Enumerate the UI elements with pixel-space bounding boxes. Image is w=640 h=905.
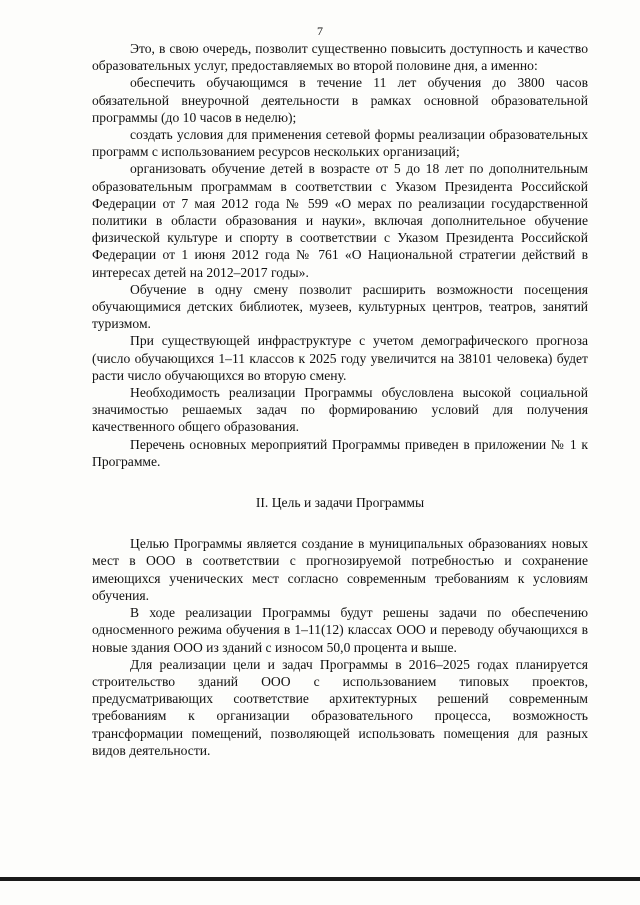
paragraph: создать условия для применения сетевой формы реализации образовательных программ с использованием ресурсов нескольких организаций; — [92, 127, 588, 160]
paragraph: Перечень основных мероприятий Программы приведен в приложении № 1 к Программе. — [92, 436, 588, 469]
paragraph: При существующей инфраструктуре с учетом демографического прогноза (число обучающихся 1–11 классов к 2025 году увеличится на 38101 человека) будет расти число обучающихся во вторую смену. — [92, 333, 588, 383]
paragraph: организовать обучение детей в возрасте от 5 до 18 лет по дополнительным образовательным программам в соответствии с Указом Президента Российской Федерации от 7 мая 2012 года № 599 «О мерах по реализации государственной политики в области образования и науки», включая дополнительное обучение физической культуре и спорту в соответствии с Указом Президента Российской Федерации от 1 июня 2012 года № 761 «О Национальной стратегии действий в интересах детей на 2012–2017 годы». — [92, 161, 588, 280]
paragraph: Для реализации цели и задач Программы в 2016–2025 годах планируется строительство зданий ООО с использованием типовых проектов, предусматривающих соответствие архитектурных решений современным требованиям к организации образовательного процесса, возможность трансформации помещений, позволяющей использовать помещения для разных видов деятельности. — [92, 656, 588, 758]
page-number: 7 — [317, 24, 323, 38]
bottom-rule — [0, 877, 640, 881]
paragraph: обеспечить обучающимся в течение 11 лет обучения до 3800 часов обязательной внеурочной деятельности в рамках основной образовательной программы (до 10 часов в неделю); — [92, 75, 588, 125]
paragraph: Необходимость реализации Программы обусловлена высокой социальной значимостью решаемых задач по формированию условий для получения качественного общего образования. — [92, 385, 588, 435]
paragraph: Обучение в одну смену позволит расширить возможности посещения обучающимися детских библиотек, музеев, культурных центров, театров, занятий туризмом. — [92, 281, 588, 332]
document-body — [92, 40, 588, 759]
paragraph: Это, в свою очередь, позволит существенно повысить доступность и качество образовательных услуг, предоставляемых во второй половине дня, а именно: — [92, 41, 588, 74]
paragraph: В ходе реализации Программы будут решены задачи по обеспечению односменного режима обучения в 1–11(12) классах ООО и переводу обучающихся в новые здания ООО из зданий с износом 50,0 процента и выше. — [92, 605, 588, 655]
section-heading: II. Цель и задачи Программы — [255, 495, 425, 511]
paragraph: Целью Программы является создание в муниципальных образованиях новых мест в ООО в соответствии с прогнозируемой потребностью и сохранение имеющихся ученических мест согласно современным требованиям к условиям обучения. — [92, 536, 588, 603]
